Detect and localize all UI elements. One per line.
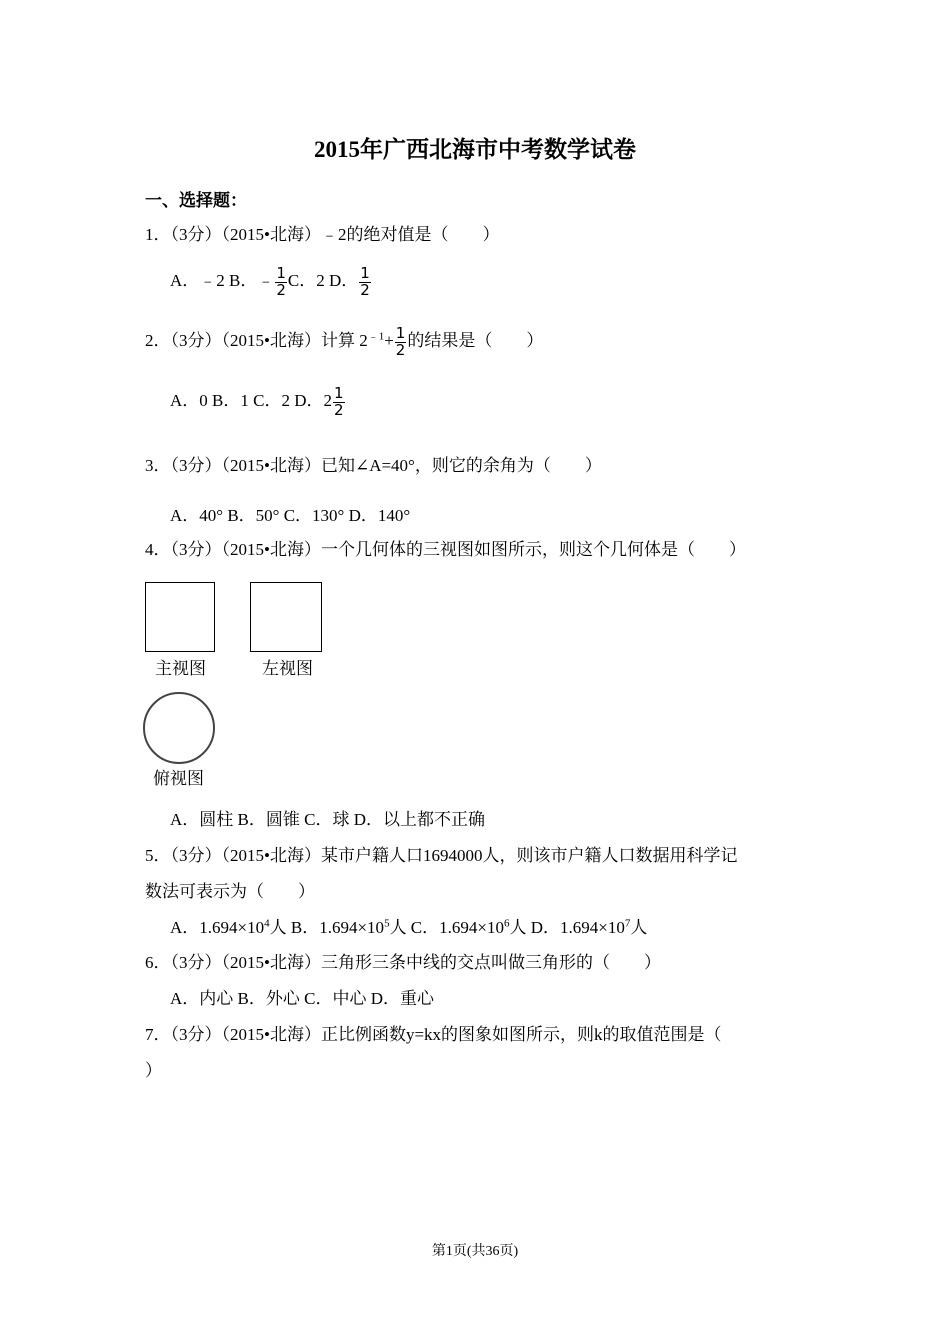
- side-view-label: 左视图: [262, 659, 313, 679]
- q1-option-b-sign: ﹣: [257, 271, 275, 291]
- question-7-stem-line2: ）: [145, 1061, 162, 1080]
- q2-stem-start: 2．（3分）（2015•北海）计算 2: [145, 331, 368, 351]
- q5-option-b: 人 B．1.694×10: [269, 918, 385, 937]
- question-2-stem: [145, 326, 543, 359]
- question-3-options: A．40° B．50° C．130° D．140°: [170, 506, 411, 525]
- q1-d-denominator: 2: [360, 280, 370, 299]
- section-heading: 一、选择题：: [145, 191, 247, 210]
- question-1-options: [170, 266, 372, 299]
- question-4-options: A．圆柱 B．圆锥 C．球 D．以上都不正确: [170, 810, 485, 829]
- q5-option-a: A．1.694×10: [170, 918, 265, 937]
- q2-numerator: 1: [395, 324, 406, 342]
- q1-option-c: C．2 D．: [287, 271, 359, 291]
- top-view-label: 俯视图: [153, 769, 204, 789]
- q5-exp-b: 5: [384, 917, 390, 930]
- question-6-stem: 6．（3分）（2015•北海）三角形三条中线的交点叫做三角形的（ ）: [145, 953, 661, 972]
- q2-options-text: A．0 B．1 C．2 D．2: [170, 391, 332, 411]
- q5-option-c: 人 C．1.694×10: [389, 918, 504, 937]
- question-5-stem-line1: 5．（3分）（2015•北海）某市户籍人口1694000人，则该市户籍人口数据用科学记: [145, 846, 738, 865]
- question-6-options: A．内心 B．外心 C．中心 D．重心: [170, 989, 434, 1008]
- q2-exponent: ﹣1: [367, 330, 385, 343]
- q2-fraction: [395, 326, 407, 359]
- page-footer: 第1页(共36页): [431, 1244, 519, 1259]
- question-4-stem: 4．（3分）（2015•北海）一个几何体的三视图如图所示，则这个几何体是（ ）: [145, 540, 746, 559]
- q1-d-numerator: 1: [360, 264, 370, 282]
- front-view-square: [145, 582, 215, 652]
- q1-b-numerator: 1: [276, 264, 286, 282]
- q2-stem-end: 的结果是（ ）: [407, 331, 544, 351]
- question-5-stem-line2: 数法可表示为（ ）: [145, 882, 315, 901]
- q1-b-denominator: 2: [276, 280, 286, 299]
- front-view-label: 主视图: [155, 659, 206, 679]
- q5-unit: 人: [630, 918, 648, 937]
- q5-exp-c: 6: [504, 917, 510, 930]
- top-view-circle: [143, 692, 215, 764]
- q5-option-d: 人 D．1.694×10: [509, 918, 625, 937]
- q5-exp-d: 7: [624, 917, 631, 930]
- question-1-stem: 1．（3分）（2015•北海）﹣2的绝对值是（ ）: [145, 225, 500, 244]
- q1-option-a: A．﹣2 B．: [170, 271, 258, 291]
- q2-d-numerator: 1: [333, 384, 344, 402]
- q5-exp-a: 4: [264, 917, 270, 930]
- q2-denominator: 2: [395, 340, 406, 359]
- q1-option-b-fraction: [275, 266, 287, 299]
- q2-option-d-fraction: [333, 386, 345, 419]
- q2-d-denominator: 2: [333, 400, 344, 419]
- page-title: 2015年广西北海市中考数学试卷: [314, 137, 636, 162]
- question-2-options: [170, 386, 346, 419]
- question-3-stem: 3．（3分）（2015•北海）已知∠A=40°，则它的余角为（ ）: [145, 456, 602, 475]
- question-7-stem-line1: 7．（3分）（2015•北海）正比例函数y=kx的图象如图所示，则k的取值范围是（: [145, 1025, 722, 1044]
- side-view-square: [250, 582, 322, 652]
- question-5-options: [170, 919, 647, 936]
- q2-plus: +: [384, 331, 394, 351]
- q1-option-d-fraction: [359, 266, 371, 299]
